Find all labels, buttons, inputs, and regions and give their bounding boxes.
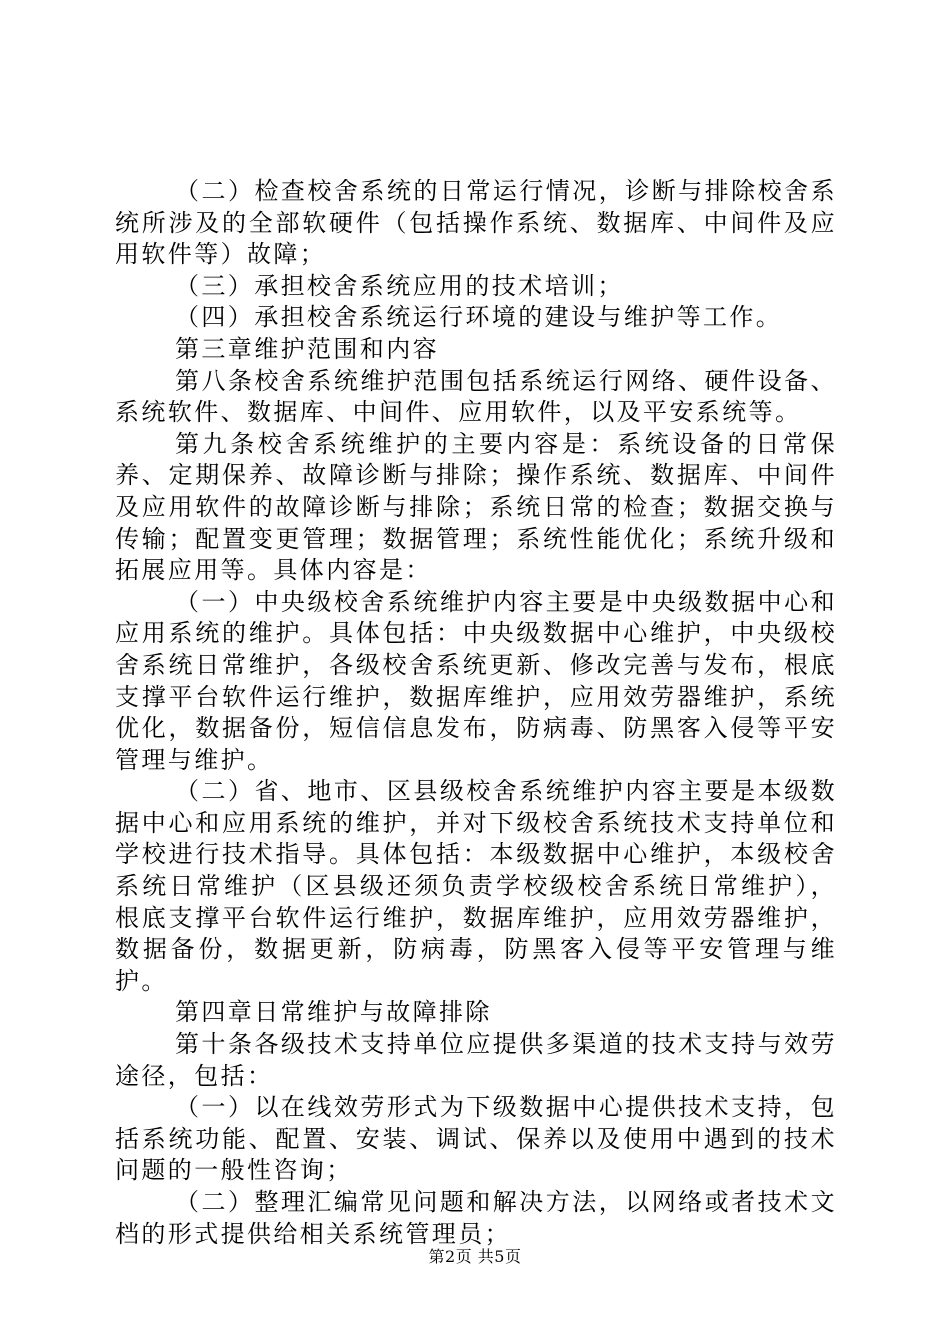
- chapter-3-heading: 第三章维护范围和内容: [175, 334, 439, 363]
- paragraph-online-service: （一）以在线效劳形式为下级数据中心提供技术支持，包括系统功能、配置、安装、调试、保养以及使用中遇到的技术问题的一般性咨询；: [115, 1093, 837, 1185]
- paragraph-provincial-level: （二）省、地市、区县级校舍系统维护内容主要是本级数据中心和应用系统的维护，并对下级校舍系统技术支持单位和学校进行技术指导。具体包括：本级数据中心维护，本级校舍系统日常维护（区县级还须负责学校级校舍系统日常维护），根底支撑平台软件运行维护，数据库维护，应用效劳器维护，数据备份，数据更新，防病毒，防黑客入侵等平安管理与维护。: [115, 777, 837, 995]
- paragraph-central-level: （一）中央级校舍系统维护内容主要是中央级数据中心和应用系统的维护。具体包括：中央级数据中心维护，中央级校舍系统日常维护，各级校舍系统更新、修改完善与发布，根底支撑平台软件运行维护，数据库维护，应用效劳器维护，系统优化，数据备份，短信信息发布，防病毒、防黑客入侵等平安管理与维护。: [115, 587, 837, 774]
- paragraph-item-4-environment: （四）承担校舍系统运行环境的建设与维护等工作。: [175, 303, 783, 332]
- chapter-4-heading: 第四章日常维护与故障排除: [175, 998, 492, 1027]
- paragraph-item-3-training: （三）承担校舍系统应用的技术培训；: [175, 271, 624, 300]
- article-10-paragraph: 第十条各级技术支持单位应提供多渠道的技术支持与效劳途径，包括：: [115, 1030, 837, 1090]
- paragraph-faq-compilation: （二）整理汇编常见问题和解决方法，以网络或者技术文档的形式提供给相关系统管理员；: [115, 1188, 837, 1248]
- document-body: [115, 176, 837, 1250]
- page-number-footer: 第2页 共5页: [428, 1247, 522, 1266]
- article-8-paragraph: 第八条校舍系统维护范围包括系统运行网络、硬件设备、系统软件、数据库、中间件、应用软件，以及平安系统等。: [115, 366, 837, 427]
- article-9-paragraph: 第九条校舍系统维护的主要内容是：系统设备的日常保养、定期保养、故障诊断与排除；操作系统、数据库、中间件及应用软件的故障诊断与排除；系统日常的检查；数据交换与传输；配置变更管理；数据管理；系统性能优化；系统升级和拓展应用等。具体内容是：: [115, 429, 837, 585]
- paragraph-item-2-check: （二）检查校舍系统的日常运行情况，诊断与排除校舍系统所涉及的全部软硬件（包括操作系统、数据库、中间件及应用软件等）故障；: [115, 177, 837, 269]
